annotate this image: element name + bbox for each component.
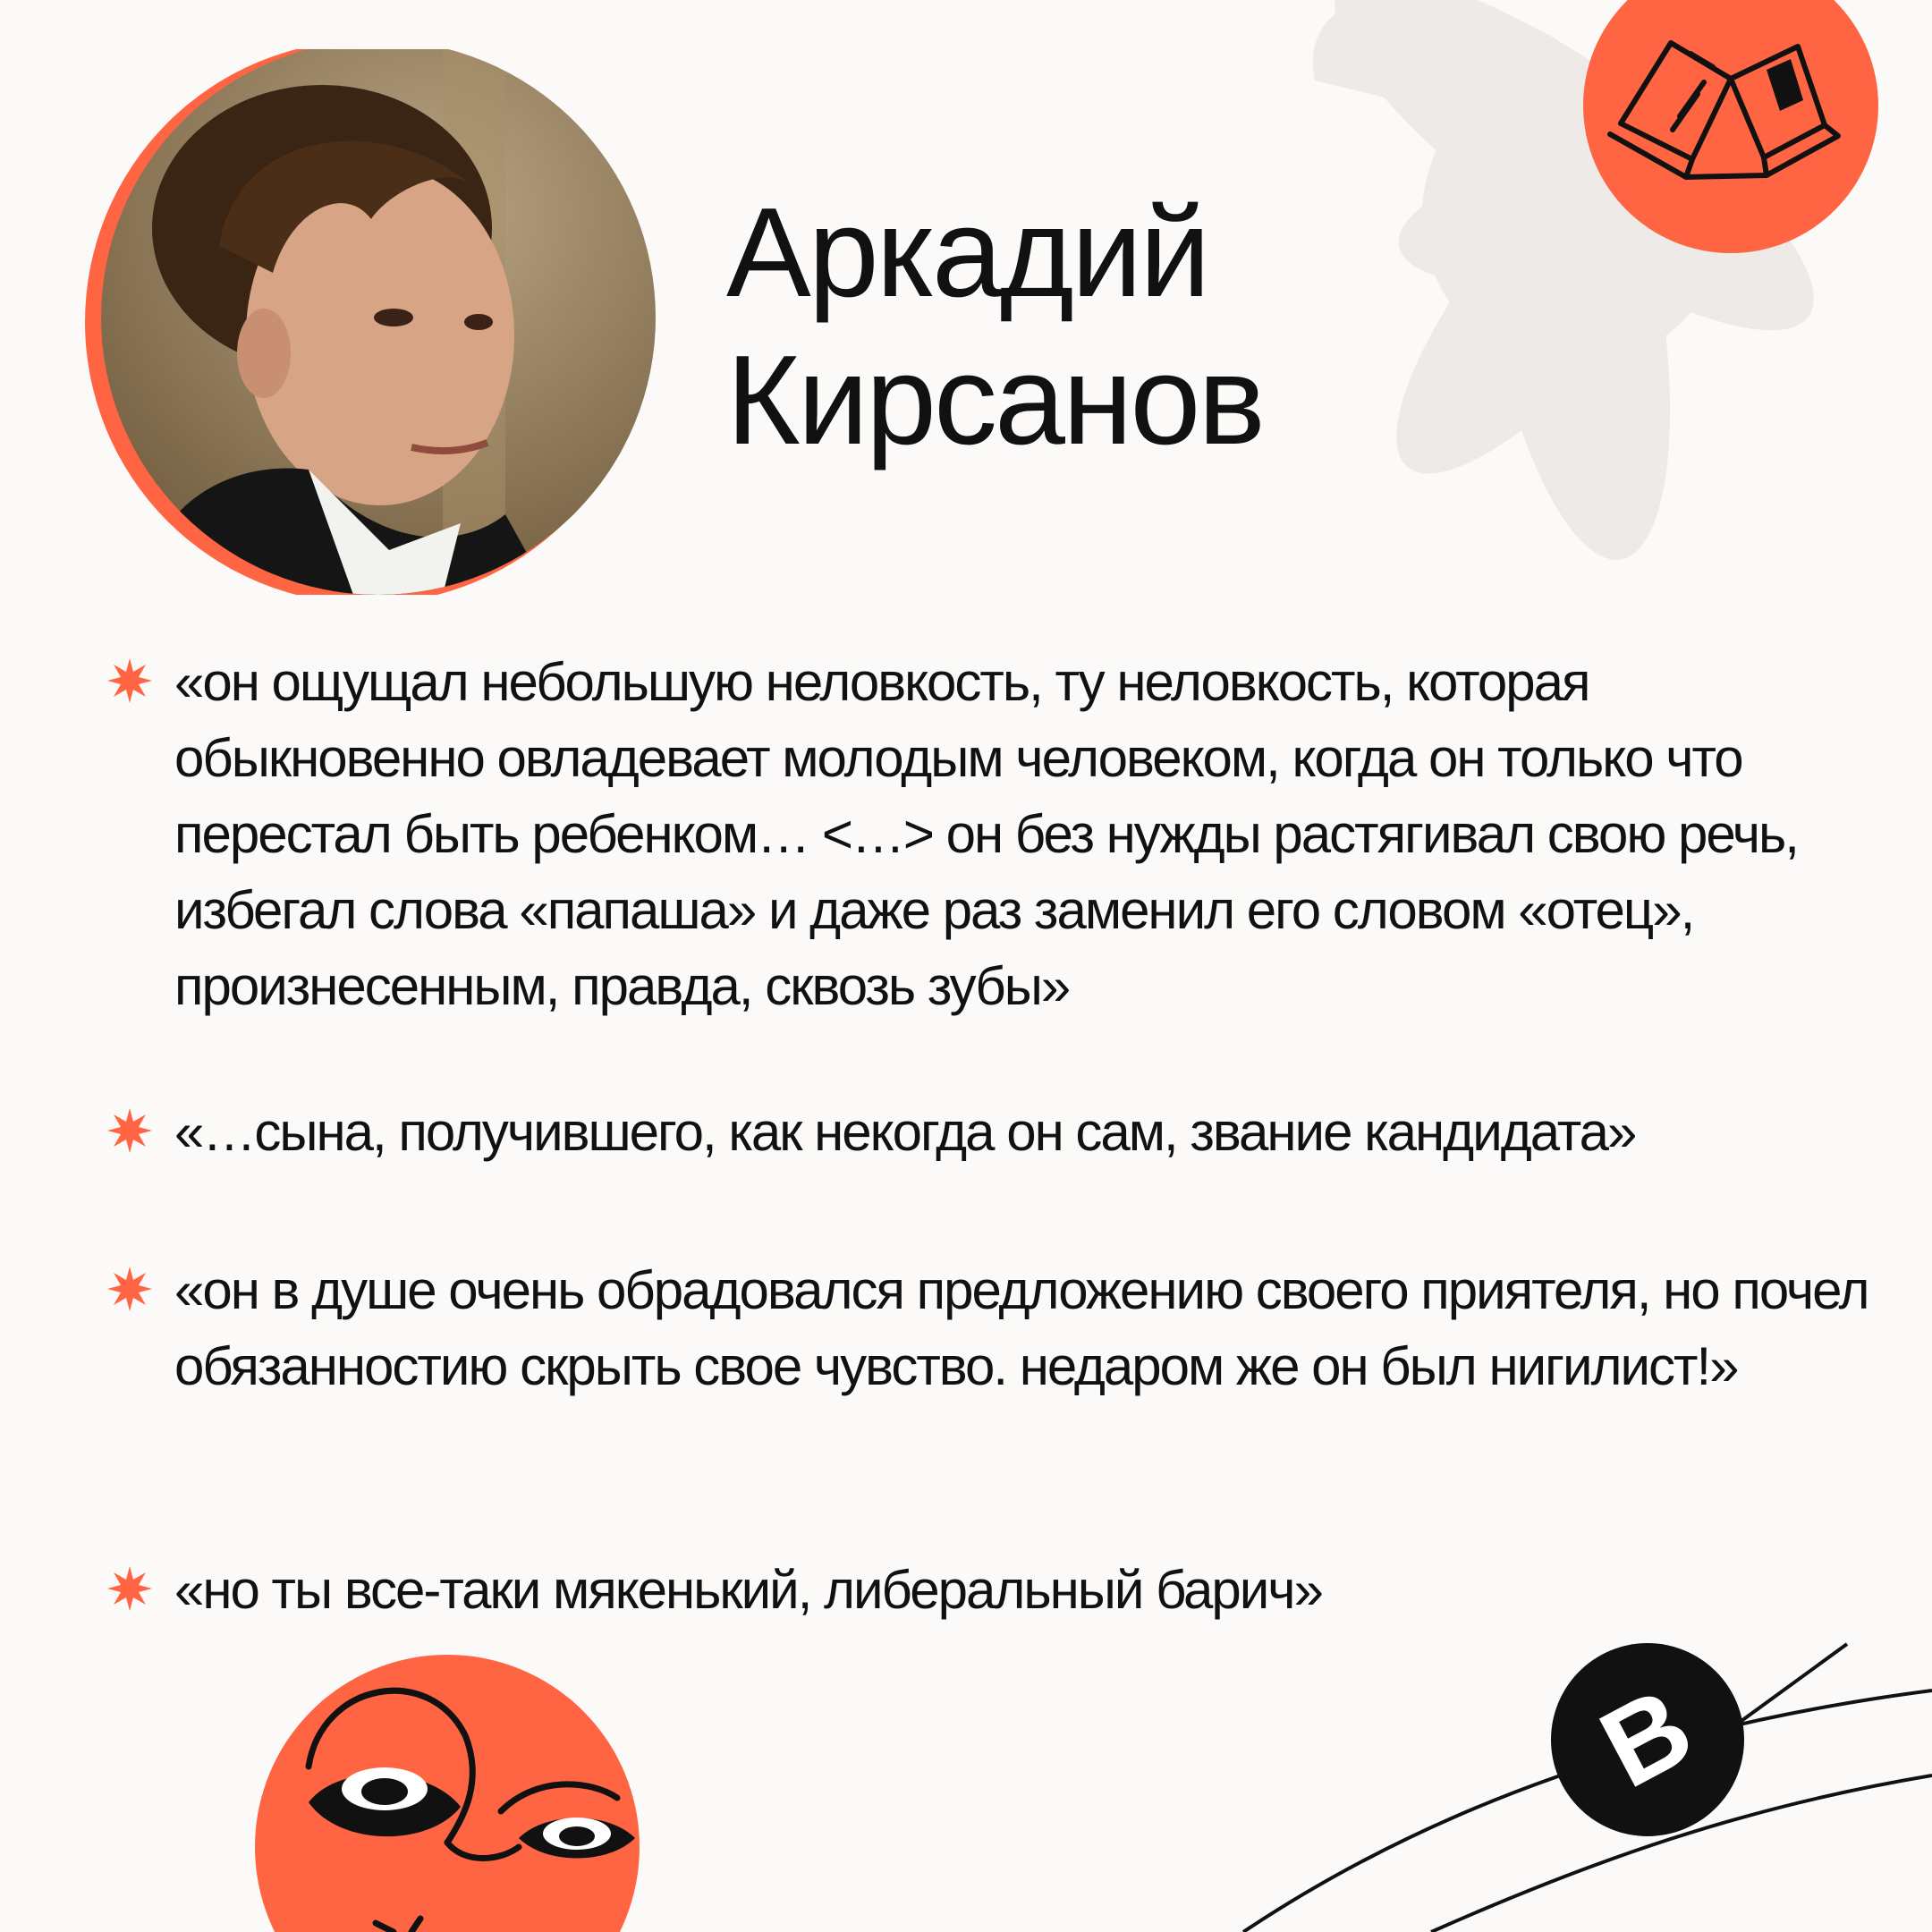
quote-text: «он ощущал небольшую неловкость, ту неловкость, которая обыкновенно овладевает молодым человеком, когда он только что перестал быть ребенком… <…> он без нужды растягивал свою речь, избегал слова «папаша» и даже раз заменил его словом «отец», произнесенным, правда, сквозь зубы» — [174, 652, 1798, 1016]
quote-text: «…сына, получившего, как некогда он сам, звание кандидата» — [174, 1102, 1636, 1162]
last-name: Кирсанов — [726, 329, 1263, 471]
first-name: Аркадий — [726, 182, 1208, 324]
quote-text: «но ты все-таки мякенький, либеральный барич» — [174, 1560, 1322, 1620]
quote-text: «он в душе очень обрадовался предложению своего приятеля, но почел обязанностию скрыть свое чувство. недаром же он был нигилист!» — [174, 1260, 1868, 1396]
logo-b-letter: B — [1581, 1664, 1712, 1812]
